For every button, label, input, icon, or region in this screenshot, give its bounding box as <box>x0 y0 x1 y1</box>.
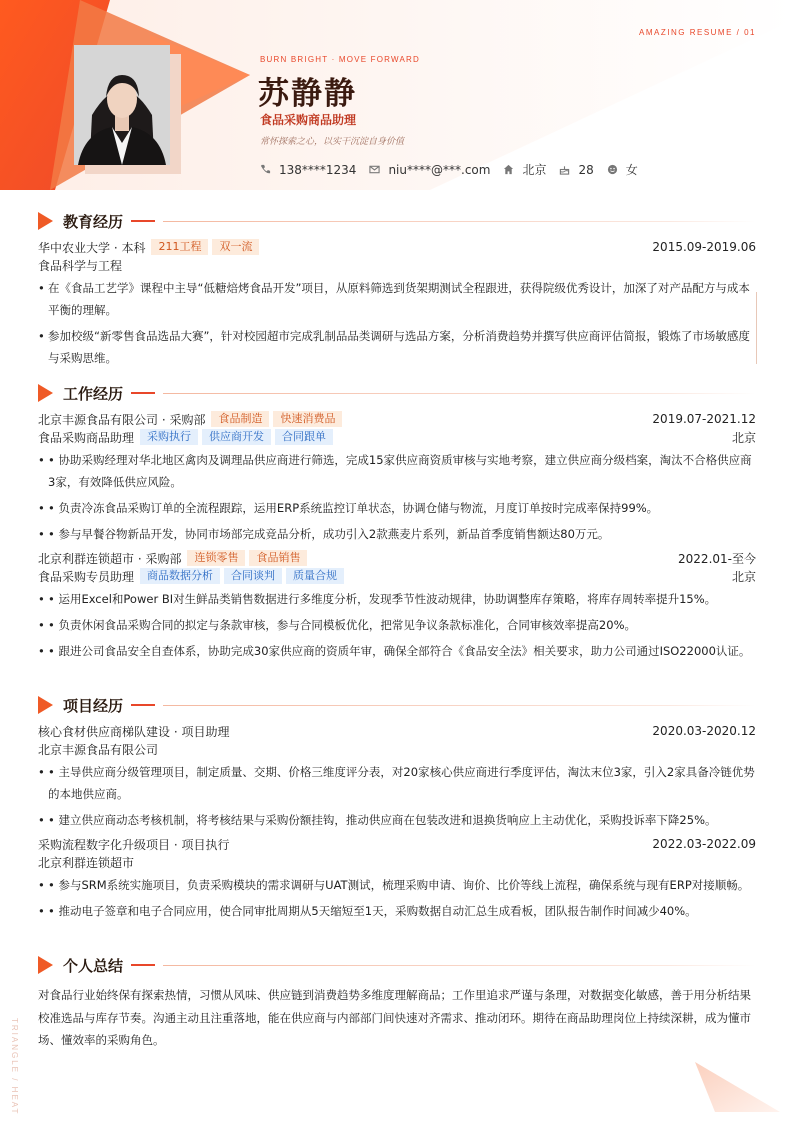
motto: 常怀探索之心，以实干沉淀自身价值 <box>260 137 405 147</box>
school-name: 华中农业大学 · 本科 <box>38 240 146 255</box>
list-item: • • 协助采购经理对华北地区禽肉及调理品供应商进行筛选，完成15家供应商资质审核与实地考察，建立供应商分级档案，淘汰不合格供应商3家，有效降低供应风险。 <box>38 449 756 493</box>
phone-icon <box>260 164 271 175</box>
job-position: 食品采购专员助理 <box>38 569 135 584</box>
job-position-row <box>38 428 756 446</box>
list-item: • • 建立供应商动态考核机制，将考核结果与采购份额挂钩，推动供应商在包装改进和退换货响应上主动优化，采购投诉率下降25%。 <box>38 809 756 831</box>
cake-icon <box>559 164 570 175</box>
company-name: 北京丰源食品有限公司 · 采购部 <box>38 412 206 427</box>
corner-tag: AMAZING RESUME / 01 <box>639 28 756 37</box>
section-divider <box>163 393 756 394</box>
list-item: • 在《食品工艺学》课程中主导“低糖焙烤食品开发”项目，从原料筛选到货架期测试全程跟进，获得院级优秀设计，加深了对产品配方与成本平衡的理解。 <box>38 277 756 321</box>
candidate-name: 苏静静 <box>258 76 357 112</box>
triangle-icon <box>38 696 53 714</box>
job-bullets <box>38 588 756 662</box>
section-header <box>38 382 756 404</box>
triangle-icon <box>38 212 53 230</box>
list-item: • • 参与早餐谷物新品开发，协同市场部完成竞品分析，成功引入2款燕麦片系列，新品首季度销售额达80万元。 <box>38 523 756 545</box>
project-row <box>38 835 756 853</box>
section-divider <box>163 965 756 966</box>
section-dash <box>131 220 155 222</box>
list-item: • • 运用Excel和Power BI对生鲜品类销售数据进行多维度分析，发现季节性波动规律，协助调整库存策略，将库存周转率提升15%。 <box>38 588 756 610</box>
triangle-icon <box>38 956 53 974</box>
section-title: 工作经历 <box>63 384 124 403</box>
industry-tag: 食品销售 <box>249 550 307 566</box>
project-org: 北京丰源食品有限公司 <box>38 742 159 757</box>
job-position-row <box>38 567 756 585</box>
project-name: 核心食材供应商梯队建设 · 项目助理 <box>38 724 230 739</box>
corner-decoration <box>690 1060 790 1115</box>
education-bullets <box>38 277 756 369</box>
projects-section <box>38 694 756 926</box>
phone-value: 138****1234 <box>279 162 357 177</box>
mail-icon <box>369 164 380 175</box>
job-position: 食品采购商品助理 <box>38 430 135 445</box>
city-value: 北京 <box>522 163 547 177</box>
industry-tag: 连锁零售 <box>187 550 245 566</box>
side-rule <box>756 292 757 364</box>
job-city: 北京 <box>731 430 756 445</box>
project-org-row <box>38 740 756 758</box>
contact-age <box>559 163 593 177</box>
skill-tag: 合同谈判 <box>224 568 282 584</box>
project-bullets <box>38 761 756 831</box>
summary-section <box>38 954 756 1052</box>
home-icon <box>503 164 514 175</box>
section-header <box>38 210 756 232</box>
summary-text: 对食品行业始终保有探索热情，习惯从风味、供应链到消费趋势多维度理解商品；工作里追求严谨与条理，对数据变化敏感，善于用分析结果校准选品与库存节奏。沟通主动且注重落地，能在供应商与内部部门间快速对齐需求、推动闭环。期待在商品助理岗位上持续深耕，成为懂市场、懂效率的采购角色。 <box>38 988 751 1047</box>
list-item: • • 参与SRM系统实施项目，负责采购模块的需求调研与UAT测试，梳理采购申请、询价、比价等线上流程，确保系统与现有ERP对接顺畅。 <box>38 874 756 896</box>
school-tag: 211工程 <box>151 239 208 255</box>
project-org-row <box>38 853 756 871</box>
triangle-icon <box>38 384 53 402</box>
company-name: 北京利群连锁超市 · 采购部 <box>38 551 182 566</box>
project-bullets <box>38 874 756 922</box>
job-bullets <box>38 449 756 545</box>
skill-tag: 采购执行 <box>140 429 198 445</box>
skill-tag: 合同跟单 <box>275 429 333 445</box>
contact-phone <box>260 163 356 177</box>
contact-city <box>503 161 546 178</box>
section-dash <box>131 964 155 966</box>
industry-tag: 快速消费品 <box>273 411 342 427</box>
list-item: • • 推动电子签章和电子合同应用，使合同审批周期从5天缩短至1天，采购数据自动汇总生成看板，团队报告制作时间减少40%。 <box>38 900 756 922</box>
list-item: • • 负责冷冻食品采购订单的全流程跟踪，运用ERP系统监控订单状态，协调仓储与物流，月度订单按时完成率保持99%。 <box>38 497 756 519</box>
target-role: 食品采购商品助理 <box>260 113 357 127</box>
section-divider <box>163 221 756 222</box>
list-item: • 参加校级“新零售食品选品大赛”，针对校园超市完成乳制品品类调研与选品方案，分析消费趋势并撰写供应商评估简报，锻炼了市场敏感度与采购思维。 <box>38 325 756 369</box>
section-dash <box>131 392 155 394</box>
section-title: 教育经历 <box>63 212 124 231</box>
list-item: • • 跟进公司食品安全自查体系，协助完成30家供应商的资质年审，确保全部符合《食品安全法》相关要求，助力公司通过ISO22000认证。 <box>38 640 756 662</box>
email-value: niu****@***.com <box>388 162 491 177</box>
project-name: 采购流程数字化升级项目 · 项目执行 <box>38 837 230 852</box>
contact-email <box>369 163 490 177</box>
header-tagline: BURN BRIGHT · MOVE FORWARD <box>260 55 420 64</box>
section-divider <box>163 705 756 706</box>
avatar-photo <box>74 45 170 165</box>
education-row <box>38 238 756 256</box>
contact-gender <box>607 161 638 178</box>
major-row <box>38 256 756 274</box>
gender-value: 女 <box>625 163 638 177</box>
list-item: • • 负责休闲食品采购合同的拟定与条款审核，参与合同模板优化，把常见争议条款标准化，合同审核效率提高20%。 <box>38 614 756 636</box>
project-date: 2020.03-2020.12 <box>652 724 756 738</box>
smiley-icon <box>607 164 618 175</box>
education-date: 2015.09-2019.06 <box>652 240 756 254</box>
job-date: 2022.01-至今 <box>678 551 756 566</box>
section-header <box>38 954 756 976</box>
section-title: 个人总结 <box>63 956 124 975</box>
skill-tag: 供应商开发 <box>202 429 271 445</box>
section-header <box>38 694 756 716</box>
education-section <box>38 210 756 373</box>
project-date: 2022.03-2022.09 <box>652 837 756 851</box>
side-watermark: TRIANGLE / HEAT <box>10 1018 19 1116</box>
job-company-row <box>38 549 756 567</box>
major: 食品科学与工程 <box>38 258 123 273</box>
section-dash <box>131 704 155 706</box>
job-company-row <box>38 410 756 428</box>
contact-bar <box>260 161 651 178</box>
age-value: 28 <box>578 162 594 177</box>
job-city: 北京 <box>731 569 756 584</box>
school-tag: 双一流 <box>212 239 259 255</box>
section-title: 项目经历 <box>63 696 124 715</box>
job-date: 2019.07-2021.12 <box>652 412 756 426</box>
skill-tag: 商品数据分析 <box>140 568 220 584</box>
project-row <box>38 722 756 740</box>
skill-tag: 质量合规 <box>286 568 344 584</box>
work-section <box>38 382 756 666</box>
project-org: 北京利群连锁超市 <box>38 855 135 870</box>
industry-tag: 食品制造 <box>211 411 269 427</box>
list-item: • • 主导供应商分级管理项目，制定质量、交期、价格三维度评分表，对20家核心供应商进行季度评估，淘汰末位3家，引入2家具备冷链优势的本地供应商。 <box>38 761 756 805</box>
